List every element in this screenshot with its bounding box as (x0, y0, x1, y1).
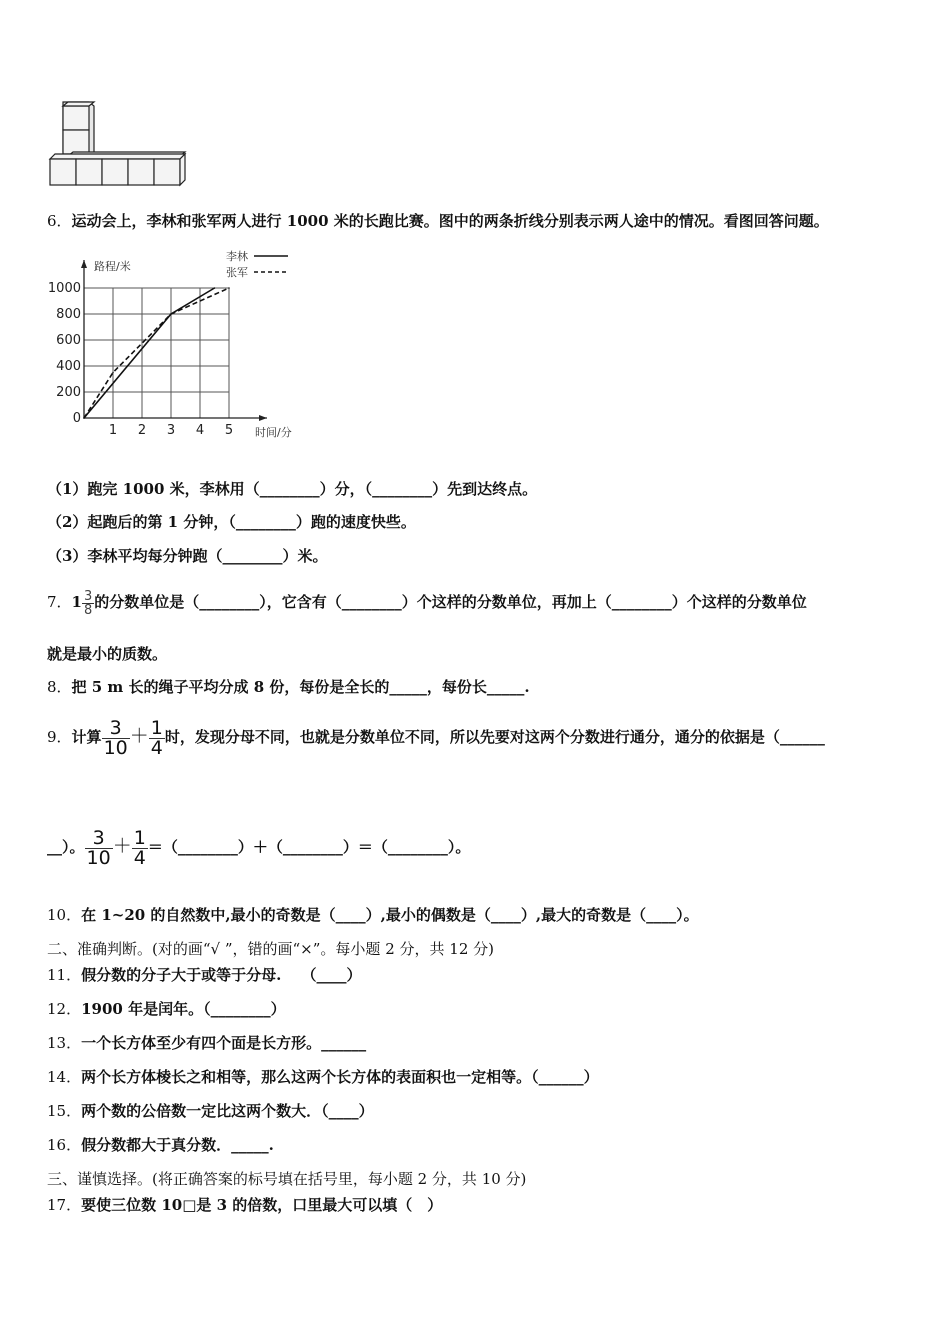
question-text: 运动会上，李林和张军两人进行 1000 米的长跑比赛。图中的两条折线分别表示两人途中的情况。看图回答问题。 (71, 212, 829, 230)
question-text: 在 1~20 的自然数中,最小的奇数是（____）,最小的偶数是（____）,最大的奇数是（____）。 (81, 906, 699, 924)
question-text: 的分数单位是（________），它含有（________）个这样的分数单位，再加上（________）个这样的分数单位 (94, 593, 807, 611)
question-number: 7． (47, 593, 72, 611)
question-text: 把 5 m 长的绳子平均分成 8 份，每份是全长的_____，每份长_____. (71, 678, 530, 696)
x-axis-label: 时间/分 (255, 426, 292, 439)
question-12 (47, 999, 286, 1019)
question-8 (47, 677, 530, 697)
plus-sign: ＋ (129, 725, 149, 747)
question-number: 6． (47, 212, 72, 230)
question-number: 17． (47, 1196, 82, 1214)
question-text: 要使三位数 10□是 3 的倍数，口里最大可以填（ ） (81, 1196, 443, 1214)
question-number: 11． (47, 966, 82, 984)
question-9-continued (47, 820, 470, 873)
legend-label: 张军 (226, 266, 248, 279)
question-15 (47, 1101, 374, 1121)
question-text: 两个数的公倍数一定比这两个数大．（____） (81, 1102, 374, 1120)
question-13 (47, 1033, 366, 1053)
data-point (228, 287, 230, 289)
y-axis-arrow (81, 260, 87, 268)
question-7 (47, 582, 807, 622)
question-14 (47, 1067, 599, 1087)
question-17 (47, 1195, 442, 1215)
question-10 (47, 905, 699, 925)
y-tick-label: 0 (72, 411, 81, 426)
fraction-1: $\frac{3}{10}$ (86, 826, 111, 869)
data-point (170, 313, 172, 315)
y-tick-label: 800 (56, 307, 81, 322)
question-text: 1900 年是闰年。（________） (81, 1000, 286, 1018)
question-text: 两个长方体棱长之和相等，那么这两个长方体的表面积也一定相等。（______） (81, 1068, 599, 1086)
answer-blank-end: __）。 (47, 838, 85, 856)
question-6-part-3: （3）李林平均每分钟跑（________）米。 (47, 547, 328, 565)
question-9 (47, 710, 825, 763)
data-point (83, 417, 85, 419)
question-number: 15． (47, 1102, 82, 1120)
question-number: 10． (47, 906, 82, 924)
x-tick-label: 4 (195, 423, 205, 438)
question-text: 一个长方体至少有四个面是长方形。______ (81, 1034, 367, 1052)
x-tick-label: 5 (224, 423, 234, 438)
question-number: 8． (47, 678, 72, 696)
series-line-1 (84, 288, 215, 418)
question-number: 12． (47, 1000, 82, 1018)
question-number: 13． (47, 1034, 82, 1052)
question-11 (47, 965, 362, 985)
x-tick-label: 3 (166, 423, 176, 438)
question-16 (47, 1135, 274, 1155)
fraction-2: $\frac{1}{4}$ (150, 716, 163, 759)
question-text: 假分数的分子大于或等于分母. （____） (81, 966, 362, 984)
question-number: 9． (47, 728, 72, 746)
question-6-part-1: （1）跑完 1000 米，李林用（________）分，（________）先到达终点。 (47, 480, 538, 498)
x-axis-arrow (259, 415, 267, 421)
legend-label: 李林 (226, 250, 248, 263)
data-point (112, 372, 114, 374)
cube-stack-figure (45, 100, 190, 190)
question-text: 时，发现分母不同，也就是分数单位不同，所以先要对这两个分数进行通分，通分的依据是（______ (164, 728, 825, 746)
question-7-continued: 就是最小的质数。 (47, 645, 168, 663)
y-tick-label: 600 (56, 333, 81, 348)
question-prefix: 计算 (71, 728, 102, 746)
data-point (214, 287, 216, 289)
question-6-part-2: （2）起跑后的第 1 分钟，（________）跑的速度快些。 (47, 513, 416, 531)
question-number: 14． (47, 1068, 82, 1086)
line-chart (40, 248, 310, 448)
y-tick-label: 1000 (47, 281, 81, 296)
x-tick-label: 1 (108, 423, 118, 438)
y-tick-label: 400 (56, 359, 81, 374)
series-line-2 (84, 288, 229, 418)
fraction-1: $\frac{3}{10}$ (103, 716, 128, 759)
section-3-heading: 三、谨慎选择。(将正确答案的标号填在括号里，每小题 2 分，共 10 分) (47, 1170, 527, 1188)
section-2-heading: 二、准确判断。(对的画“√ ”，错的画“×”。每小题 2 分，共 12 分) (47, 940, 494, 958)
question-number: 16． (47, 1136, 82, 1154)
question-text: 假分数都大于真分数．_____. (81, 1136, 274, 1154)
mixed-number-whole: 1 (71, 593, 82, 611)
y-tick-label: 200 (56, 385, 81, 400)
x-tick-label: 2 (137, 423, 147, 438)
y-axis-label: 路程/米 (94, 260, 131, 273)
equation-rest: ＝（________）＋（________）＝（________）。 (147, 838, 471, 856)
plus-sign: ＋ (112, 835, 132, 857)
fraction: $\frac{3}{8}$ (83, 588, 93, 618)
fraction-2: $\frac{1}{4}$ (133, 826, 146, 869)
question-6 (47, 211, 829, 231)
